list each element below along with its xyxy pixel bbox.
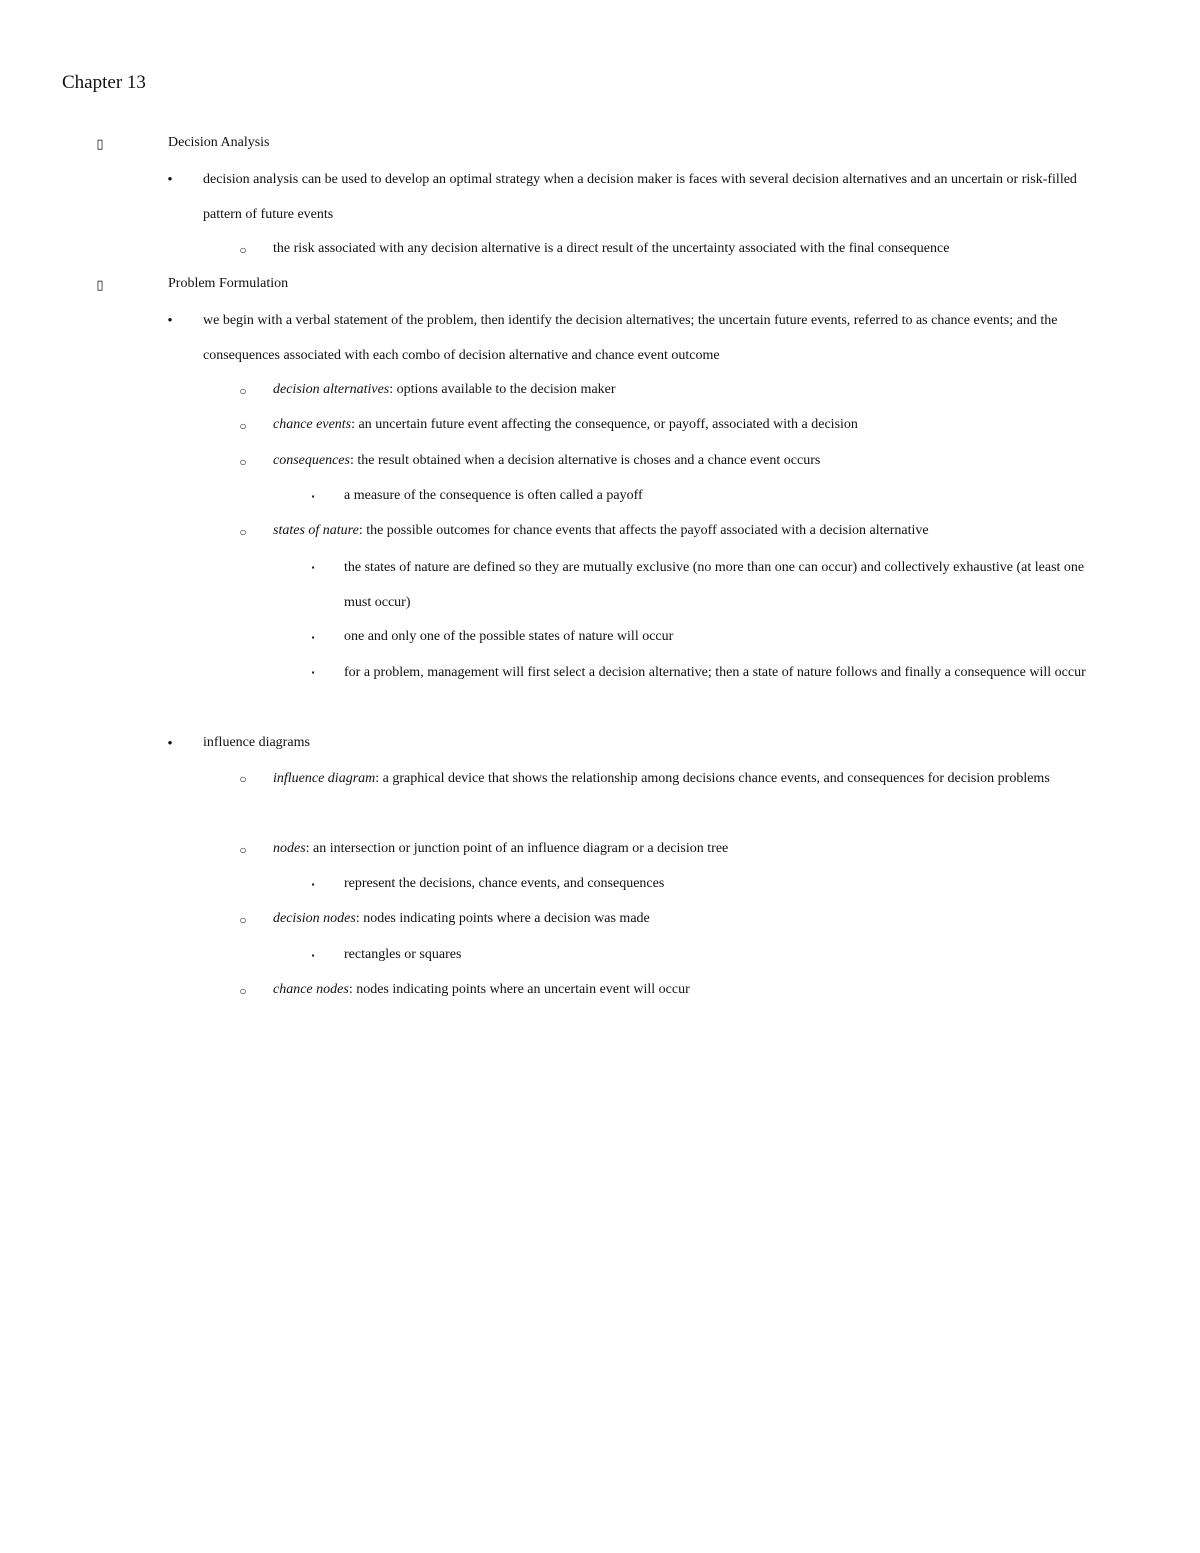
outline-item-text	[273, 415, 858, 435]
outline-item-text	[273, 521, 929, 541]
term-label: states of nature	[273, 523, 359, 538]
definition-text: a measure of the consequence is often called a payoff	[344, 488, 643, 503]
circle-bullet-icon: ○	[239, 772, 247, 786]
disc-bullet-icon: •	[167, 313, 173, 329]
definition-text: : an intersection or junction point of an influence diagram or a decision tree	[305, 841, 729, 856]
definition-text: Problem Formulation	[168, 276, 289, 291]
definition-text: : the possible outcomes for chance events that affects the payoff associated with a decision alternative	[358, 523, 929, 538]
outline-item-text	[344, 655, 1104, 690]
square-bullet-icon: ▪	[311, 951, 315, 960]
definition-text: we begin with a verbal statement of the problem, then identify the decision alternatives; the uncertain future events, referred to as chance events; and the consequences associated with each combo of decision alternative and chance event outcome	[203, 313, 1058, 363]
definition-text: Decision Analysis	[168, 135, 270, 150]
definition-text: : options available to the decision maker	[389, 382, 616, 397]
circle-bullet-icon: ○	[239, 455, 247, 469]
disc-bullet-icon: •	[167, 172, 173, 188]
circle-bullet-icon: ○	[239, 243, 247, 257]
term-label: consequences	[273, 453, 350, 468]
definition-text: rectangles or squares	[344, 947, 462, 962]
outline-item-text	[273, 380, 616, 400]
definition-text: : nodes indicating points where a decision was made	[355, 911, 650, 926]
outline-item-text	[168, 133, 270, 153]
outline-item-text	[203, 303, 1104, 373]
circle-bullet-icon: ○	[239, 419, 247, 433]
outline-item-text	[273, 451, 820, 471]
term-label: influence diagram	[273, 771, 376, 786]
definition-text: represent the decisions, chance events, and consequences	[344, 876, 665, 891]
definition-text: influence diagrams	[203, 735, 310, 750]
outline-item-text	[203, 162, 1104, 232]
circle-bullet-icon: ○	[239, 384, 247, 398]
square-bullet-icon: ▪	[311, 633, 315, 642]
outline-item-text	[344, 945, 461, 965]
definition-text: for a problem, management will first select a decision alternative; then a state of nature follows and finally a consequence will occur	[344, 665, 1086, 680]
outline-item-text	[344, 550, 1104, 620]
chapter-title: Chapter 13	[62, 72, 146, 93]
outline-item-text	[273, 761, 1104, 796]
outline-item-text	[273, 909, 650, 929]
outline-item-text	[344, 486, 643, 506]
outline-item-text	[273, 239, 949, 259]
definition-text: one and only one of the possible states of nature will occur	[344, 629, 674, 644]
definition-text: : an uncertain future event affecting the consequence, or payoff, associated with a decision	[351, 417, 858, 432]
term-label: chance nodes	[273, 982, 349, 997]
outline-item-text	[273, 980, 690, 1000]
definition-text: : the result obtained when a decision alternative is choses and a chance event occurs	[349, 453, 821, 468]
square-bullet-icon: ▪	[311, 668, 315, 677]
definition-text: : a graphical device that shows the relationship among decisions chance events, and consequences for decision problems	[375, 771, 1050, 786]
circle-bullet-icon: ○	[239, 984, 247, 998]
outline-item-text	[203, 733, 310, 753]
box-bullet-icon: ▯	[96, 277, 104, 292]
outline-item-text	[273, 839, 728, 859]
square-bullet-icon: ▪	[311, 563, 315, 572]
square-bullet-icon: ▪	[311, 880, 315, 889]
square-bullet-icon: ▪	[311, 492, 315, 501]
term-label: chance events	[273, 417, 352, 432]
circle-bullet-icon: ○	[239, 913, 247, 927]
circle-bullet-icon: ○	[239, 525, 247, 539]
disc-bullet-icon: •	[167, 736, 173, 752]
term-label: decision alternatives	[273, 382, 390, 397]
definition-text: decision analysis can be used to develop an optimal strategy when a decision maker is faces with several decision alternatives and an uncertain or risk-filled pattern of future events	[203, 172, 1077, 222]
outline-item-text	[344, 874, 664, 894]
outline-item-text	[344, 627, 673, 647]
outline-item-text	[168, 274, 288, 294]
circle-bullet-icon: ○	[239, 843, 247, 857]
box-bullet-icon: ▯	[96, 136, 104, 151]
term-label: decision nodes	[273, 911, 356, 926]
definition-text: the states of nature are defined so they are mutually exclusive (no more than one can occur) and collectively exhaustive (at least one must occur)	[344, 560, 1085, 610]
term-label: nodes	[273, 841, 306, 856]
definition-text: the risk associated with any decision alternative is a direct result of the uncertainty associated with the final consequence	[273, 241, 950, 256]
definition-text: : nodes indicating points where an uncertain event will occur	[348, 982, 690, 997]
